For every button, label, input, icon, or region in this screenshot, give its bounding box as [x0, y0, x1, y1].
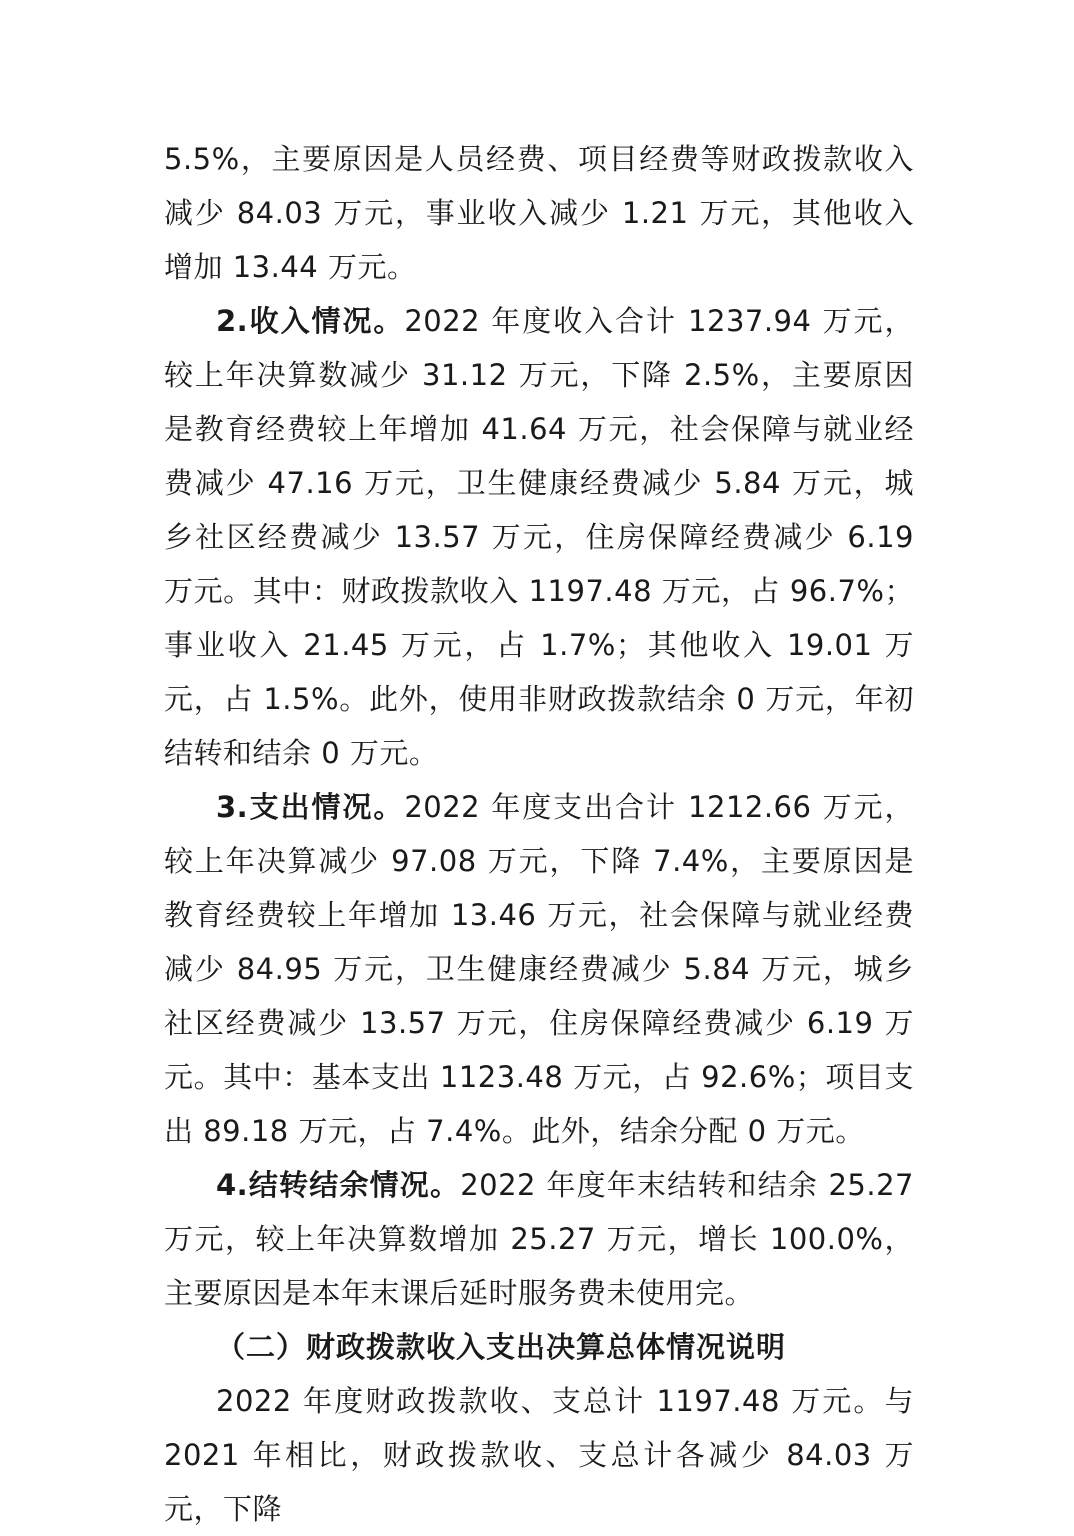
section-heading: （二）财政拨款收入支出决算总体情况说明 [216, 1330, 787, 1364]
paragraph-text: 2022 年度年末结转和结余 25.27 万元，较上年决算数增加 25.27 万元，增长 100.0%，主要原因是本年末课后延时服务费未使用完。 [164, 1168, 914, 1310]
paragraph-carryover [164, 1158, 914, 1320]
paragraph-lead: 4.结转结余情况。 [216, 1168, 461, 1202]
paragraph-text: 2022 年度支出合计 1212.66 万元，较上年决算减少 97.08 万元，下降 7.4%，主要原因是教育经费较上年增加 13.46 万元，社会保障与就业经费减少 84.95 万元，卫生健康经费减少 5.84 万元，城乡社区经费减少 13.57 万元，住房保障经费减少 6.19 万元。其中：基本支出 1123.48 万元，占 92.6%；项目支出 89.18 万元，占 7.4%。此外，结余分配 0 万元。 [164, 790, 914, 1148]
paragraph-continued [164, 132, 914, 294]
paragraph-fiscal-summary [164, 1374, 914, 1536]
paragraph-text: 2022 年度财政拨款收、支总计 1197.48 万元。与 2021 年相比，财政拨款收、支总计各减少 84.03 万元，下降 [164, 1384, 914, 1526]
paragraph-lead: 3.支出情况。 [216, 790, 405, 824]
paragraph-text: 5.5%，主要原因是人员经费、项目经费等财政拨款收入减少 84.03 万元，事业收入减少 1.21 万元，其他收入增加 13.44 万元。 [164, 142, 914, 284]
document-body [164, 132, 914, 1536]
paragraph-lead: 2.收入情况。 [216, 304, 405, 338]
paragraph-expenditure [164, 780, 914, 1158]
paragraph-text: 2022 年度收入合计 1237.94 万元，较上年决算数减少 31.12 万元，下降 2.5%，主要原因是教育经费较上年增加 41.64 万元，社会保障与就业经费减少 47.16 万元，卫生健康经费减少 5.84 万元，城乡社区经费减少 13.57 万元，住房保障经费减少 6.19 万元。其中：财政拨款收入 1197.48 万元，占 96.7%；事业收入 21.45 万元，占 1.7%；其他收入 19.01 万元，占 1.5%。此外，使用非财政拨款结余 0 万元，年初结转和结余 0 万元。 [164, 304, 914, 770]
paragraph-income [164, 294, 914, 780]
